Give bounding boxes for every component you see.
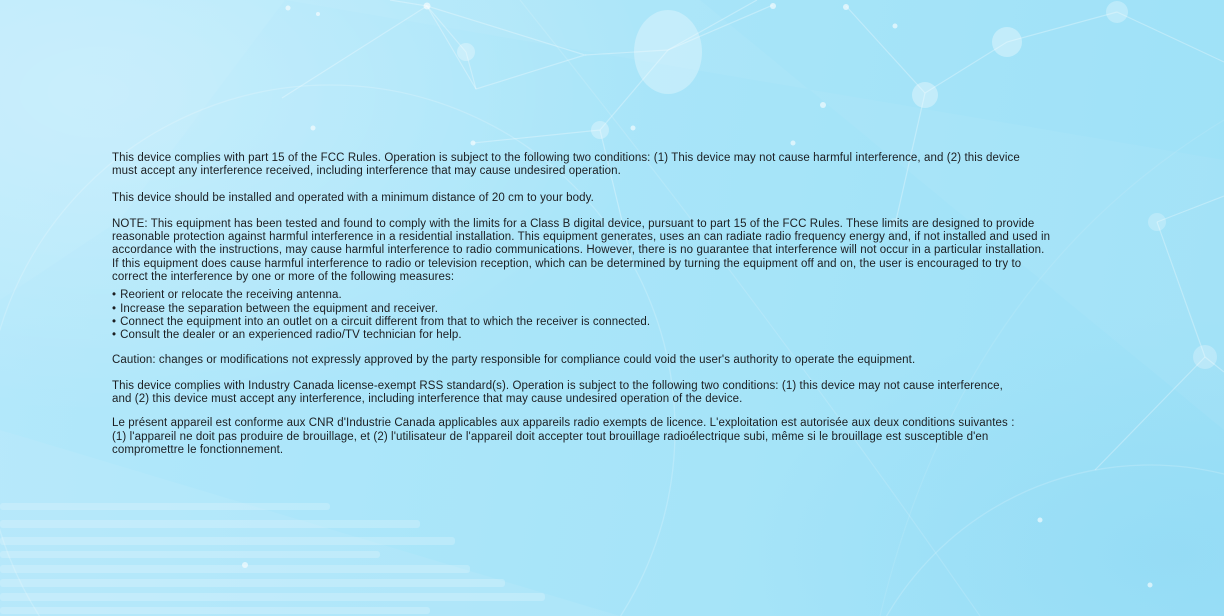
text-line: NOTE: This equipment has been tested and found to comply with the limits for a Class B digital device, pursuant to part 15 of the FCC Rules. These limits are designed to provide <box>112 217 1035 230</box>
list-item-label: Reorient or relocate the receiving antenna. <box>120 289 342 302</box>
text-line: Caution: changes or modifications not expressly approved by the party responsible for compliance could void the user's authority to operate the equipment. <box>112 353 916 366</box>
text-line: correct the interference by one or more of the following measures: <box>112 271 455 284</box>
paragraph-industry-canada <box>112 380 1184 407</box>
list-item <box>112 316 1184 329</box>
list-item-label: Increase the separation between the equipment and receiver. <box>120 302 439 315</box>
text-line: must accept any interference received, including interference that may cause undesired operation. <box>112 165 621 178</box>
text-line: (1) l'appareil ne doit pas produire de brouillage, et (2) l'utilisateur de l'appareil doit accepter tout brouillage radioélectrique subi, même si le brouillage est susceptible d'en <box>112 430 989 443</box>
list-item <box>112 289 1184 302</box>
text-line: This device should be installed and operated with a minimum distance of 20 cm to your body. <box>112 191 594 204</box>
paragraph-class-b-note <box>112 218 1184 284</box>
text-line: If this equipment does cause harmful interference to radio or television reception, which can be determined by turning the equipment off and on, the user is encouraged to try to <box>112 257 1022 270</box>
bullet-icon: • <box>112 315 117 328</box>
paragraph-cnr-french <box>112 417 1184 457</box>
bullet-icon: • <box>112 289 117 302</box>
paragraph-rf-exposure <box>112 192 1184 205</box>
compliance-text-block <box>112 152 1184 457</box>
text-line: Le présent appareil est conforme aux CNR d'Industrie Canada applicables aux appareils radio exempts de licence. L'exploitation est autorisée aux deux conditions suivantes : <box>112 417 1015 430</box>
list-item-label: Consult the dealer or an experienced radio/TV technician for help. <box>120 329 462 342</box>
text-line: reasonable protection against harmful interference in a residential installation. This equipment generates, uses an can radiate radio frequency energy and, if not installed and used in <box>112 231 1051 244</box>
paragraph-caution <box>112 354 1184 367</box>
list-item <box>112 303 1184 316</box>
measures-bullet-list <box>112 289 1184 342</box>
list-item <box>112 329 1184 342</box>
text-line: accordance with the instructions, may cause harmful interference to radio communications. However, there is no guarantee that interference will not occur in a particular installation. <box>112 244 1045 257</box>
text-line: and (2) this device must accept any interference, including interference that may cause undesired operation of the device. <box>112 393 743 406</box>
text-line: compromettre le fonctionnement. <box>112 444 284 457</box>
list-item-label: Connect the equipment into an outlet on a circuit different from that to which the receiver is connected. <box>120 315 651 328</box>
text-line: This device complies with part 15 of the FCC Rules. Operation is subject to the following two conditions: (1) This device may not cause harmful interference, and (2) this device <box>112 152 1020 164</box>
bullet-icon: • <box>112 329 117 342</box>
text-line: This device complies with Industry Canada license-exempt RSS standard(s). Operation is subject to the following two conditions: (1) this device may not cause interference, <box>112 379 1003 392</box>
bullet-icon: • <box>112 302 117 315</box>
paragraph-fcc-statement <box>112 152 1184 179</box>
